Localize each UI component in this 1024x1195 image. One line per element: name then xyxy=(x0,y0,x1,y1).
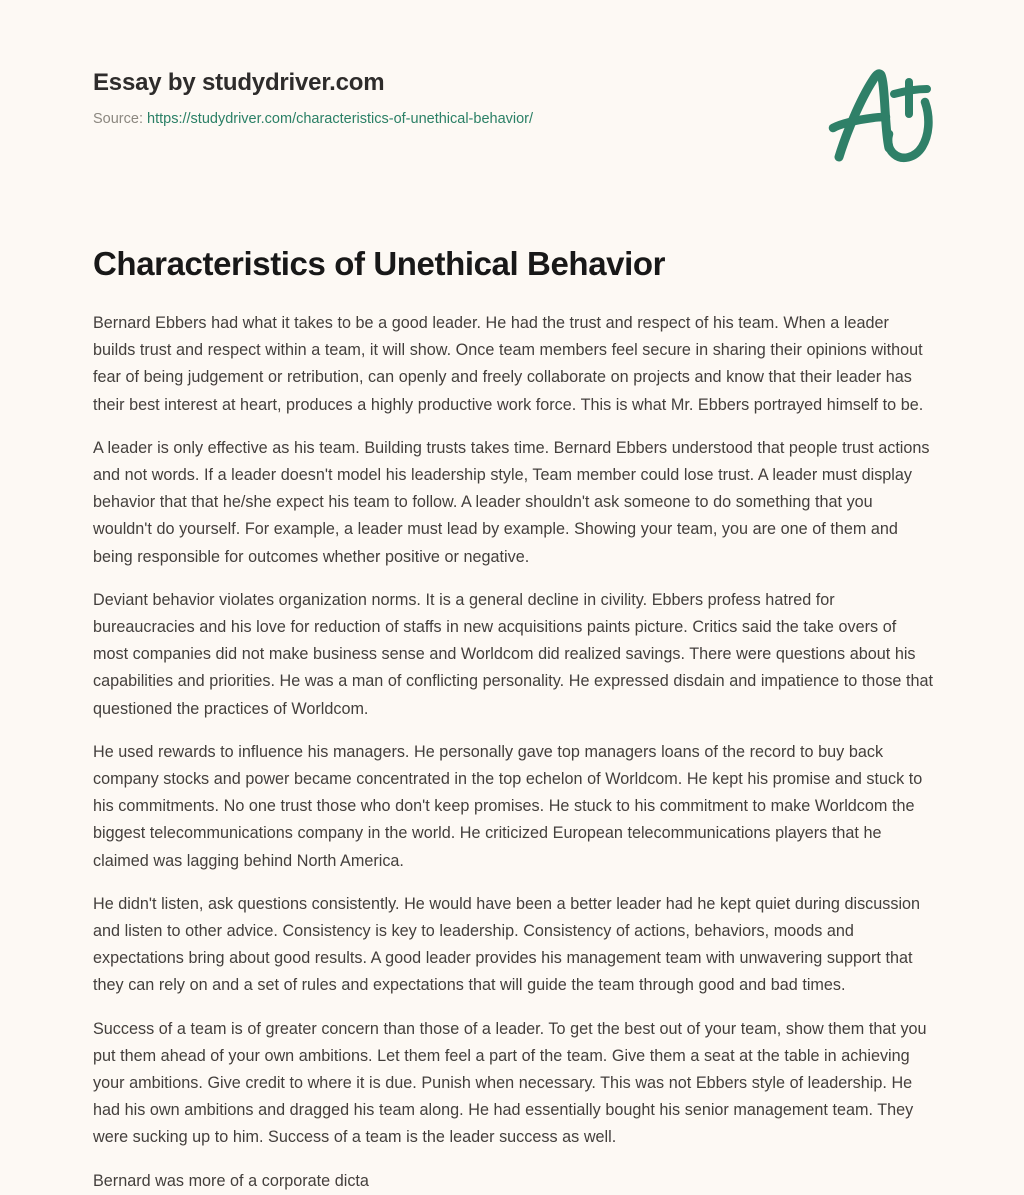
brand-title: Essay by studydriver.com xyxy=(93,69,385,96)
source-line xyxy=(93,109,931,129)
page-title: Characteristics of Unethical Behavior xyxy=(93,245,666,282)
a-plus-logo xyxy=(826,62,946,167)
source-label: Source: xyxy=(93,111,143,127)
essay-body xyxy=(93,284,933,1195)
paragraph: Bernard Ebbers had what it takes to be a good leader. He had the trust and respect of his team. When a leader builds trust and respect within a team, it will show. Once team members feel secure in sharing their opinions without fear of being judgement or retribution, can openly and freely collaborate on projects and know that their leader has their best interest at heart, produces a highly productive work force. This is what Mr. Ebbers portrayed himself to be. xyxy=(93,314,924,414)
page-header xyxy=(93,0,931,127)
paragraph: He didn't listen, ask questions consistently. He would have been a better leader had he kept quiet during discussion and listen to other advice. Consistency is key to leadership. Consistency of actions, behaviors, moods and expectations bring about good results. A good leader provides his management team with unwavering support that they can rely on and a set of rules and expectations that will guide the team through good and bad times. xyxy=(93,894,921,995)
paragraph: Bernard was more of a corporate dicta xyxy=(93,1171,369,1190)
source-url-link[interactable]: https://studydriver.com/characteristics-of-unethical-behavior/ xyxy=(147,111,534,127)
a-plus-logo-icon xyxy=(826,62,946,167)
paragraph: He used rewards to influence his managers. He personally gave top managers loans of the record to buy back company stocks and power became concentrated in the top echelon of Worldcom. He kept his promise and stuck to his commitments. No one trust those who don't keep promises. He stuck to his commitment to make Worldcom the biggest telecommunications company in the world. He criticized European telecommunications players that he claimed was lagging behind North America. xyxy=(93,742,923,870)
paragraph: Deviant behavior violates organization norms. It is a general decline in civility. Ebbers profess hatred for bureaucracies and his love for reduction of staffs in new acquisitions paints picture. Critics said the take overs of most companies did not make business sense and Worldcom did realized savings. There were questions about his capabilities and priorities. He was a man of conflicting personality. He expressed disdain and impatience to those that questioned the practices of Worldcom. xyxy=(93,590,934,718)
paragraph: A leader is only effective as his team. Building trusts takes time. Bernard Ebbers understood that people trust actions and not words. If a leader doesn't model his leadership style, Team member could lose trust. A leader must display behavior that that he/she expect his team to follow. A leader shouldn't ask someone to do something that you wouldn't do yourself. For example, a leader must lead by example. Showing your team, you are one of them and being responsible for outcomes whether positive or negative. xyxy=(93,438,930,566)
paragraph: Success of a team is of greater concern than those of a leader. To get the best out of your team, show them that you put them ahead of your own ambitions. Let them feel a part of the team. Give them a seat at the table in achieving your ambitions. Give credit to where it is due. Punish when necessary. This was not Ebbers style of leadership. He had his own ambitions and dragged his team along. He had essentially bought his senior management team. They were sucking up to him. Success of a team is the leader success as well. xyxy=(93,1019,927,1147)
